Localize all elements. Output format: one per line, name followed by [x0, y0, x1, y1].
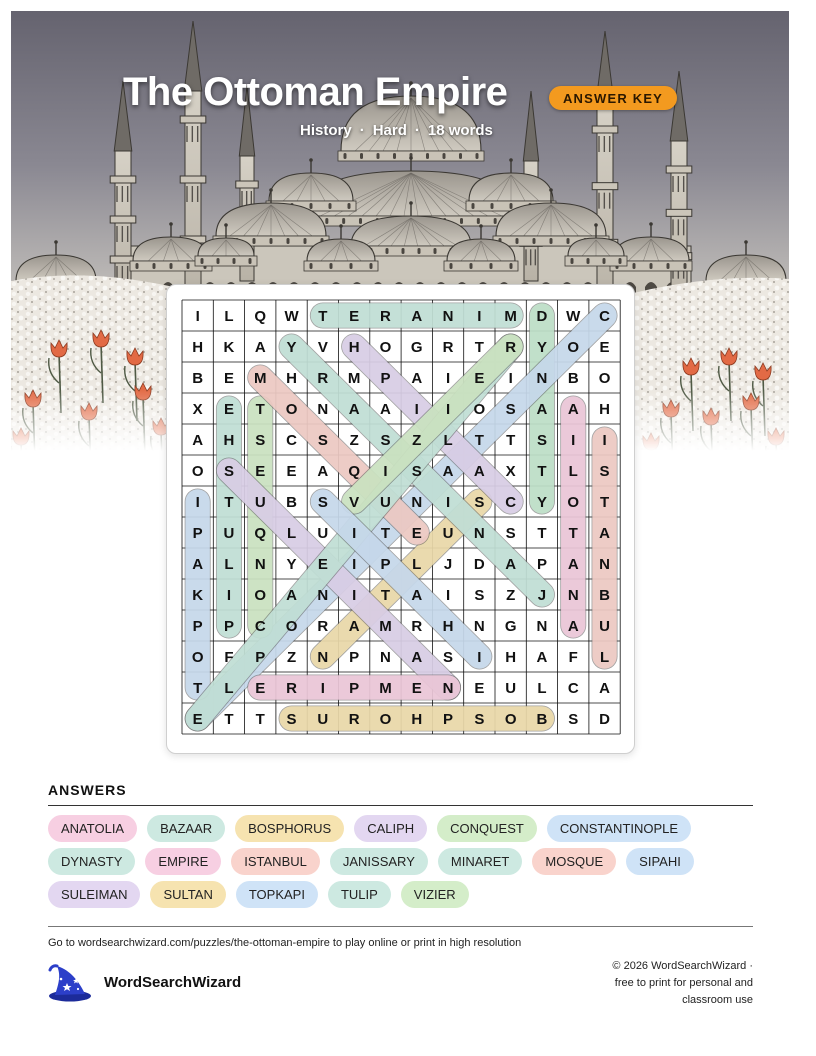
grid-letter: M	[347, 369, 361, 387]
grid-letter: A	[380, 400, 391, 418]
grid-letter: C	[286, 431, 297, 449]
grid-letter: M	[254, 369, 267, 387]
grid-letter: A	[411, 307, 423, 325]
grid-letter: K	[223, 338, 235, 356]
copyright-text	[583, 958, 753, 1009]
grid-letter: R	[348, 710, 360, 728]
answer-chip-conquest: CONQUEST	[437, 815, 537, 842]
divider	[48, 926, 753, 927]
puzzle-meta	[300, 122, 493, 139]
grid-letter: S	[505, 524, 516, 542]
subject-label: History	[300, 122, 352, 139]
grid-letter: O	[379, 338, 392, 356]
grid-letter: O	[473, 400, 486, 418]
grid-letter: E	[411, 524, 422, 542]
grid-letter: S	[474, 586, 485, 604]
grid-letter: H	[442, 617, 454, 635]
copyright-line: free to print for personal and	[614, 977, 753, 989]
grid-letter: A	[411, 369, 423, 387]
grid-letter: E	[255, 462, 266, 480]
grid-letter: O	[285, 400, 298, 418]
grid-letter: I	[571, 431, 576, 449]
grid-letter: D	[473, 555, 485, 573]
answer-chip-sipahi: SIPAHI	[626, 848, 694, 875]
grid-letter: O	[191, 648, 204, 666]
grid-letter: Q	[254, 307, 267, 325]
copyright-line: © 2026 WordSearchWizard ·	[612, 960, 753, 972]
grid-letter: T	[224, 493, 234, 511]
word-count-label: 18 words	[427, 122, 493, 139]
grid-letter: P	[192, 524, 203, 542]
grid-letter: W	[284, 307, 299, 325]
grid-letter: S	[505, 400, 516, 418]
answer-chip-empire: EMPIRE	[145, 848, 221, 875]
grid-letter: Q	[254, 524, 267, 542]
grid-letter: H	[411, 710, 423, 728]
grid-letter: B	[192, 369, 204, 387]
grid-letter: A	[567, 555, 579, 573]
grid-letter: P	[255, 648, 266, 666]
grid-letter: N	[411, 493, 423, 511]
grid-letter: S	[317, 493, 328, 511]
grid-letter: R	[317, 617, 329, 635]
grid-letter: A	[192, 431, 204, 449]
grid-letter: E	[317, 555, 328, 573]
grid-letter: I	[352, 586, 357, 604]
grid-letter: D	[599, 710, 610, 728]
meta-separator: ·	[359, 122, 365, 139]
grid-letter: G	[410, 338, 423, 356]
grid-letter: P	[223, 617, 234, 635]
grid-letter: I	[414, 400, 419, 418]
grid-letter: T	[568, 524, 578, 542]
grid-letter: O	[191, 462, 204, 480]
grid-letter: Z	[412, 431, 422, 449]
answer-chip-anatolia: ANATOLIA	[48, 815, 137, 842]
grid-letter: V	[317, 338, 328, 356]
grid-letter: N	[442, 679, 454, 697]
grid-letter: Y	[536, 493, 547, 511]
grid-letter: L	[537, 679, 547, 697]
grid-letter: A	[505, 555, 517, 573]
grid-letter: A	[348, 400, 360, 418]
grid-letter: E	[223, 369, 234, 387]
grid-letter: N	[536, 369, 548, 387]
grid-letter: P	[380, 369, 391, 387]
grid-letter: E	[192, 710, 203, 728]
grid-letter: S	[286, 710, 297, 728]
grid-letter: T	[224, 710, 234, 728]
grid-letter: U	[380, 493, 391, 511]
grid-letter: E	[599, 338, 610, 356]
grid-letter: A	[599, 524, 610, 542]
grid-letter: L	[224, 555, 234, 573]
grid-letter: U	[223, 524, 235, 542]
grid-letter: K	[192, 586, 204, 604]
grid-letter: A	[411, 586, 423, 604]
grid-letter: L	[412, 555, 422, 573]
grid-letter: L	[568, 462, 578, 480]
grid-letter: I	[477, 307, 482, 325]
puzzle-card	[166, 284, 635, 754]
grid-letter: A	[442, 462, 454, 480]
grid-letter: A	[348, 617, 360, 635]
grid-letter: D	[536, 307, 548, 325]
grid-letter: G	[504, 617, 517, 635]
grid-letter: J	[443, 555, 453, 573]
grid-letter: T	[255, 710, 265, 728]
grid-letter: C	[599, 307, 610, 325]
grid-letter: H	[192, 338, 204, 356]
grid-letter: T	[193, 679, 203, 697]
grid-letter: E	[411, 679, 422, 697]
answer-key-badge: ANSWER KEY	[549, 86, 677, 110]
grid-letter: M	[379, 617, 392, 635]
grid-letter: I	[445, 369, 451, 387]
grid-letter: N	[473, 617, 485, 635]
grid-letter: M	[379, 679, 392, 697]
grid-letter: N	[380, 648, 391, 666]
answer-row	[48, 848, 768, 875]
answer-list	[48, 815, 768, 914]
grid-letter: E	[474, 369, 485, 387]
grid-letter: P	[380, 555, 391, 573]
grid-letter: R	[411, 617, 423, 635]
grid-letter: S	[411, 462, 422, 480]
answer-chip-vizier: VIZIER	[401, 881, 469, 908]
word-search-grid	[167, 285, 636, 755]
grid-letter: N	[567, 586, 579, 604]
grid-letter: S	[568, 710, 579, 728]
answer-chip-suleiman: SULEIMAN	[48, 881, 140, 908]
footer-link-text: Go to wordsearchwizard.com/puzzles/the-ottoman-empire to play online or print in high resolution	[48, 937, 522, 949]
grid-letter: X	[192, 400, 203, 418]
grid-letter: L	[443, 431, 453, 449]
grid-letter: B	[599, 586, 610, 604]
grid-letter: A	[567, 400, 579, 418]
grid-letter: I	[508, 369, 513, 387]
grid-letter: Z	[349, 431, 359, 449]
grid-letter: O	[285, 617, 298, 635]
grid-letter: U	[317, 524, 329, 542]
grid-letter: I	[352, 524, 357, 542]
grid-letter: L	[224, 679, 234, 697]
grid-letter: A	[411, 648, 423, 666]
grid-letter: S	[474, 493, 485, 511]
grid-letter: I	[445, 493, 451, 511]
grid-letter: E	[286, 462, 297, 480]
grid-letter: C	[567, 679, 579, 697]
answer-row	[48, 881, 768, 908]
grid-letter: O	[254, 586, 267, 604]
grid-letter: I	[320, 679, 325, 697]
grid-letter: O	[379, 710, 392, 728]
grid-letter: R	[505, 338, 517, 356]
grid-letter: X	[505, 462, 516, 480]
meta-separator: ·	[414, 122, 420, 139]
grid-letter: U	[254, 493, 266, 511]
grid-letter: P	[349, 679, 360, 697]
answer-chip-tulip: TULIP	[328, 881, 391, 908]
grid-letter: Y	[286, 555, 297, 573]
grid-letter: B	[536, 710, 548, 728]
grid-letter: S	[536, 431, 547, 449]
grid-letter: P	[443, 710, 454, 728]
grid-letter: L	[286, 524, 297, 542]
grid-letter: E	[223, 400, 234, 418]
grid-letter: O	[504, 710, 517, 728]
answer-chip-dynasty: DYNASTY	[48, 848, 135, 875]
grid-letter: S	[255, 431, 266, 449]
answer-chip-constantinople: CONSTANTINOPLE	[547, 815, 691, 842]
grid-letter: P	[192, 617, 203, 635]
grid-letter: N	[536, 617, 548, 635]
grid-letter: F	[568, 648, 578, 666]
grid-letter: S	[474, 710, 485, 728]
grid-letter: M	[504, 307, 517, 325]
grid-letter: S	[599, 462, 610, 480]
grid-letter: I	[383, 462, 388, 480]
grid-letter: A	[567, 617, 579, 635]
grid-letter: A	[473, 462, 485, 480]
grid-letter: E	[255, 679, 266, 697]
grid-letter: U	[505, 679, 517, 697]
grid-letter: H	[505, 648, 517, 666]
grid-letter: N	[317, 648, 329, 666]
grid-letter: H	[286, 369, 297, 387]
grid-letter: Q	[348, 462, 360, 480]
grid-letter: L	[224, 307, 234, 325]
grid-letter: I	[195, 307, 200, 325]
grid-letter: T	[474, 431, 484, 449]
grid-letter: N	[317, 586, 329, 604]
grid-letter: Z	[286, 648, 297, 666]
grid-letter: T	[506, 431, 516, 449]
grid-letter: I	[352, 555, 357, 573]
grid-letter: U	[442, 524, 454, 542]
grid-letter: J	[537, 586, 547, 604]
answer-chip-istanbul: ISTANBUL	[231, 848, 320, 875]
answer-chip-mosque: MOSQUE	[532, 848, 616, 875]
grid-letter: E	[474, 679, 485, 697]
grid-letter: P	[349, 648, 360, 666]
grid-letter: I	[602, 431, 607, 449]
grid-letter: H	[599, 400, 610, 418]
grid-letter: N	[254, 555, 266, 573]
grid-letter: F	[224, 648, 234, 666]
grid-letter: O	[567, 493, 580, 511]
grid-letter: T	[474, 338, 484, 356]
brand-name: WordSearchWizard	[104, 974, 242, 991]
answer-chip-janissary: JANISSARY	[330, 848, 428, 875]
grid-letter: W	[566, 307, 581, 325]
grid-letter: O	[567, 338, 580, 356]
grid-letter: A	[317, 462, 329, 480]
answer-chip-caliph: CALIPH	[354, 815, 427, 842]
grid-letter: S	[223, 462, 234, 480]
grid-letter: R	[317, 369, 329, 387]
answer-chip-bazaar: BAZAAR	[147, 815, 225, 842]
grid-letter: H	[348, 338, 360, 356]
grid-letter: R	[442, 338, 454, 356]
grid-letter: U	[317, 710, 329, 728]
grid-letter: Z	[506, 586, 516, 604]
answer-chip-sultan: SULTAN	[150, 881, 225, 908]
wizard-hat-icon	[47, 963, 93, 1003]
answer-row	[48, 815, 768, 842]
grid-letter: O	[598, 369, 611, 387]
grid-letter: R	[286, 679, 297, 697]
grid-letter: I	[226, 586, 232, 604]
answers-heading: ANSWERS	[48, 782, 127, 798]
grid-letter: N	[442, 307, 454, 325]
grid-letter: B	[567, 369, 579, 387]
grid-letter: A	[286, 586, 297, 604]
grid-letter: I	[195, 493, 200, 511]
grid-letter: A	[254, 338, 266, 356]
grid-letter: L	[599, 648, 610, 666]
grid-letter: I	[477, 648, 482, 666]
grid-letter: C	[254, 617, 266, 635]
copyright-line: classroom use	[682, 994, 753, 1006]
grid-letter: E	[349, 307, 360, 325]
grid-letter: N	[317, 400, 329, 418]
grid-letter: T	[380, 586, 391, 604]
grid-letter: T	[537, 524, 547, 542]
grid-letter: N	[473, 524, 485, 542]
grid-letter: A	[536, 400, 548, 418]
difficulty-label: Hard	[372, 122, 407, 139]
answer-chip-bosphorus: BOSPHORUS	[235, 815, 344, 842]
grid-letter: N	[599, 555, 610, 573]
grid-letter: T	[537, 462, 547, 480]
grid-letter: T	[599, 493, 610, 511]
grid-letter: A	[192, 555, 204, 573]
grid-letter: I	[445, 400, 451, 418]
grid-letter: T	[255, 400, 265, 418]
grid-letter: A	[536, 648, 548, 666]
grid-letter: I	[445, 586, 451, 604]
grid-letter: Y	[536, 338, 547, 356]
grid-letter: T	[318, 307, 328, 325]
grid-letter: H	[223, 431, 235, 449]
grid-letter: S	[443, 648, 454, 666]
answer-chip-topkapi: TOPKAPI	[236, 881, 318, 908]
grid-letter: P	[536, 555, 547, 573]
grid-letter: S	[317, 431, 328, 449]
grid-letter: T	[380, 524, 391, 542]
grid-letter: S	[380, 431, 391, 449]
puzzle-title: The Ottoman Empire	[123, 70, 508, 114]
grid-letter: C	[505, 493, 517, 511]
grid-letter: U	[599, 617, 610, 635]
grid-letter: Y	[286, 338, 297, 356]
grid-letter: B	[286, 493, 297, 511]
grid-letter: A	[599, 679, 610, 697]
grid-letter: V	[349, 493, 360, 511]
divider	[48, 805, 753, 806]
answer-chip-minaret: MINARET	[438, 848, 523, 875]
grid-letter: R	[380, 307, 391, 325]
